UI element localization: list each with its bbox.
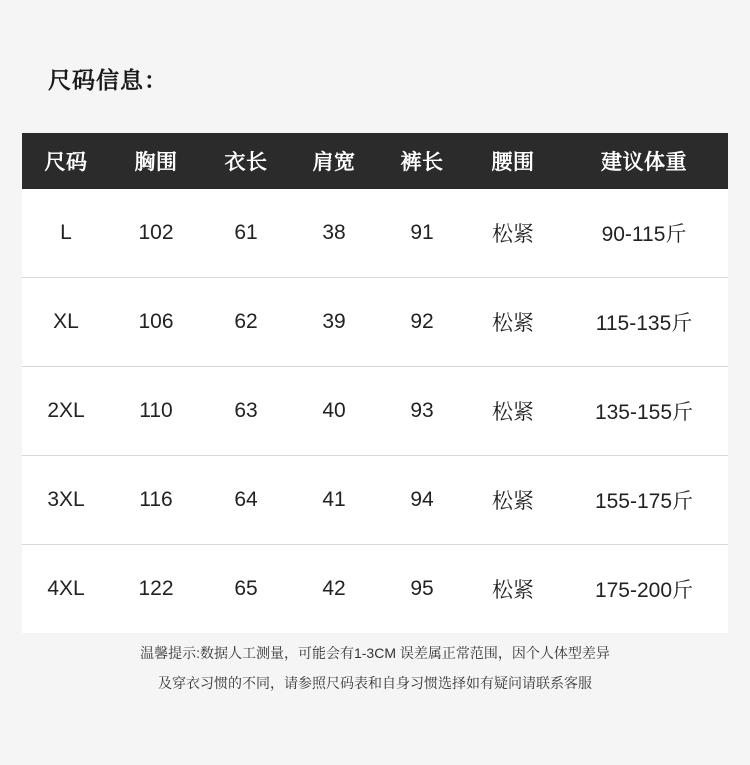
- table-row: [22, 545, 728, 634]
- cell-pants-length: 92: [378, 278, 466, 367]
- cell-shoulder-width: 39: [290, 278, 378, 367]
- cell-bust: 106: [110, 278, 202, 367]
- cell-bust: 116: [110, 456, 202, 545]
- table-row: [22, 456, 728, 545]
- size-table: [22, 133, 728, 633]
- cell-pants-length: 93: [378, 367, 466, 456]
- cell-suggested-weight: 90-115斤: [560, 189, 728, 278]
- table-row: [22, 278, 728, 367]
- cell-waist: 松紧: [466, 456, 560, 545]
- page-title: 尺码信息：: [48, 67, 168, 93]
- column-header-pants-length: 裤长: [378, 133, 466, 189]
- cell-waist: 松紧: [466, 278, 560, 367]
- cell-size: 4XL: [22, 545, 110, 634]
- column-header-bust: 胸围: [110, 133, 202, 189]
- table-header-row: [22, 133, 728, 189]
- cell-size: L: [22, 189, 110, 278]
- cell-size: XL: [22, 278, 110, 367]
- cell-garment-length: 65: [202, 545, 290, 634]
- cell-size: 2XL: [22, 367, 110, 456]
- table-row: [22, 367, 728, 456]
- column-header-garment-length: 衣长: [202, 133, 290, 189]
- cell-suggested-weight: 175-200斤: [560, 545, 728, 634]
- cell-size: 3XL: [22, 456, 110, 545]
- column-header-waist: 腰围: [466, 133, 560, 189]
- disclaimer-note: [0, 638, 750, 698]
- cell-shoulder-width: 42: [290, 545, 378, 634]
- cell-pants-length: 91: [378, 189, 466, 278]
- table-row: [22, 189, 728, 278]
- cell-shoulder-width: 40: [290, 367, 378, 456]
- cell-waist: 松紧: [466, 367, 560, 456]
- cell-pants-length: 94: [378, 456, 466, 545]
- table-body: [22, 189, 728, 633]
- column-header-suggested-weight: 建议体重: [560, 133, 728, 189]
- column-header-size: 尺码: [22, 133, 110, 189]
- size-table-container: [22, 133, 728, 633]
- cell-bust: 110: [110, 367, 202, 456]
- cell-bust: 102: [110, 189, 202, 278]
- cell-suggested-weight: 135-155斤: [560, 367, 728, 456]
- disclaimer-line-1: 温馨提示:数据人工测量，可能会有1-3CM 误差属正常范围，因个人体型差异: [140, 645, 610, 661]
- disclaimer-line-2: 及穿衣习惯的不同，请参照尺码表和自身习惯选择如有疑问请联系客服: [158, 675, 592, 691]
- cell-garment-length: 61: [202, 189, 290, 278]
- cell-garment-length: 62: [202, 278, 290, 367]
- cell-waist: 松紧: [466, 189, 560, 278]
- column-header-shoulder-width: 肩宽: [290, 133, 378, 189]
- cell-waist: 松紧: [466, 545, 560, 634]
- cell-bust: 122: [110, 545, 202, 634]
- table-header: [22, 133, 728, 189]
- cell-shoulder-width: 41: [290, 456, 378, 545]
- cell-garment-length: 64: [202, 456, 290, 545]
- cell-suggested-weight: 115-135斤: [560, 278, 728, 367]
- cell-shoulder-width: 38: [290, 189, 378, 278]
- cell-suggested-weight: 155-175斤: [560, 456, 728, 545]
- cell-garment-length: 63: [202, 367, 290, 456]
- cell-pants-length: 95: [378, 545, 466, 634]
